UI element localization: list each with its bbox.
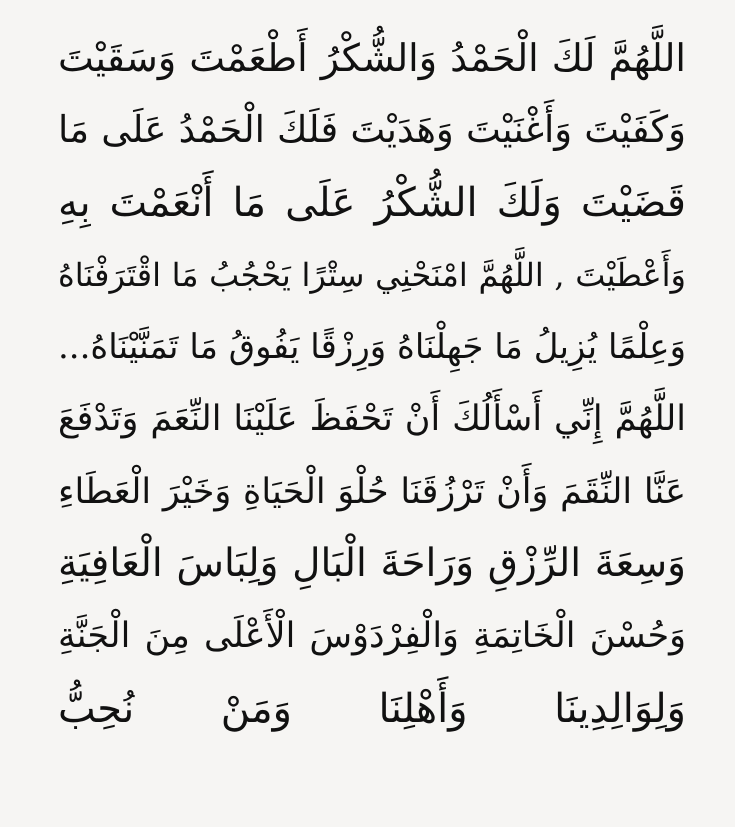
dua-line: اللَّهُمَّ لَكَ الْحَمْدُ وَالشُّكْرُ أَطْعَمْتَ وَسَقَيْتَ: [58, 36, 686, 80]
dua-line: اللَّهُمَّ إِنِّي أَسْأَلُكَ أَنْ تَحْفَظَ عَلَيْنَا النِّعَمَ وَتَدْفَعَ: [58, 399, 686, 440]
dua-line: وَحُسْنَ الْخَاتِمَةِ وَالْفِرْدَوْسَ الْأَعْلَى مِنَ الْجَنَّةِ: [58, 616, 686, 657]
dua-line: وَأَعْطَيْتَ , اللَّهُمَّ امْنَحْنِي سِتْرًا يَحْجُبُ مَا اقْتَرَفْنَاهُ: [58, 255, 686, 294]
dua-line: وَعِلْمًا يُزِيلُ مَا جَهِلْنَاهُ وَرِزْقًا يَفُوقُ مَا تَمَنَّيْنَاهُ...: [58, 327, 686, 368]
dua-line: قَضَيْتَ وَلَكَ الشُّكْرُ عَلَى مَا أَنْعَمْتَ بِهِ: [58, 179, 686, 226]
dua-line: وَكَفَيْتَ وَأَغْنَيْتَ وَهَدَيْتَ فَلَكَ الْحَمْدُ عَلَى مَا: [58, 108, 686, 152]
dua-text: [58, 22, 686, 817]
dua-line: وَسِعَةَ الرِّزْقِ وَرَاحَةَ الْبَالِ وَلِبَاسَ الْعَافِيَةِ: [58, 541, 686, 587]
dua-line: وَلِوَالِدِينَا وَأَهْلِنَا وَمَنْ نُحِبُّ: [58, 685, 686, 732]
dua-line: عَنَّا النِّقَمَ وَأَنْ تَرْزُقَنَا حُلْوَ الْحَيَاةِ وَخَيْرَ الْعَطَاءِ: [58, 471, 686, 512]
